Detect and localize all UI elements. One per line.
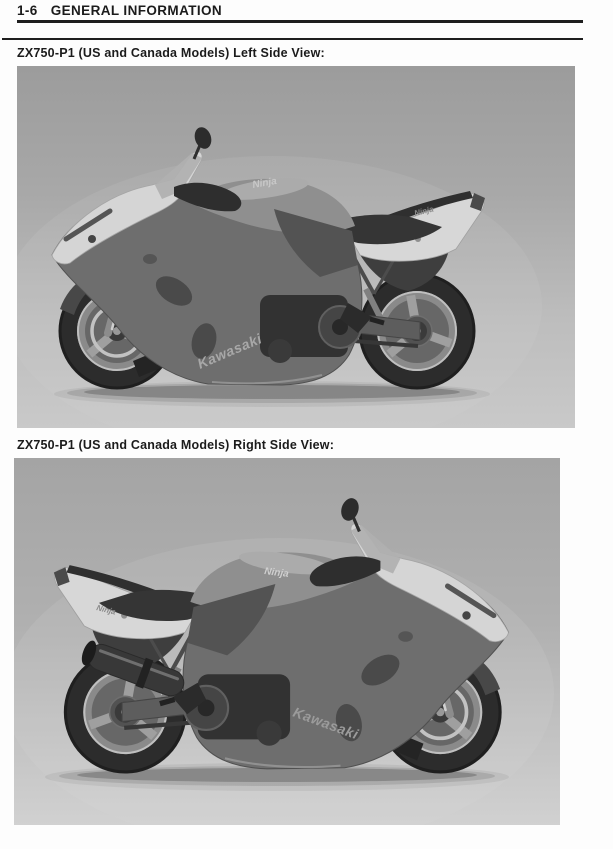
header-rule-bottom: [2, 38, 583, 40]
header-rule-top: [17, 20, 583, 23]
motorcycle-photo-right: [14, 458, 560, 825]
ninja-tail-decal: Ninja: [95, 603, 117, 617]
page-number: 1-6: [17, 3, 38, 18]
ninja-tank-decal: Ninja: [263, 566, 290, 580]
kawasaki-decal: Kawasaki: [290, 703, 361, 743]
ninja-tail-decal: Ninja: [413, 204, 435, 218]
right-side-view-illustration: [14, 458, 560, 825]
motorcycle-photo-left: [17, 66, 575, 428]
left-side-view-illustration: [17, 66, 575, 428]
page-title: GENERAL INFORMATION: [50, 3, 223, 18]
figure-caption-right: ZX750-P1 (US and Canada Models) Right Side View:: [17, 438, 335, 452]
kawasaki-decal: Kawasaki: [194, 330, 265, 372]
header-text: [17, 3, 222, 18]
ninja-tank-decal: Ninja: [251, 175, 278, 191]
figure-caption-left: ZX750-P1 (US and Canada Models) Left Side View:: [17, 46, 325, 60]
